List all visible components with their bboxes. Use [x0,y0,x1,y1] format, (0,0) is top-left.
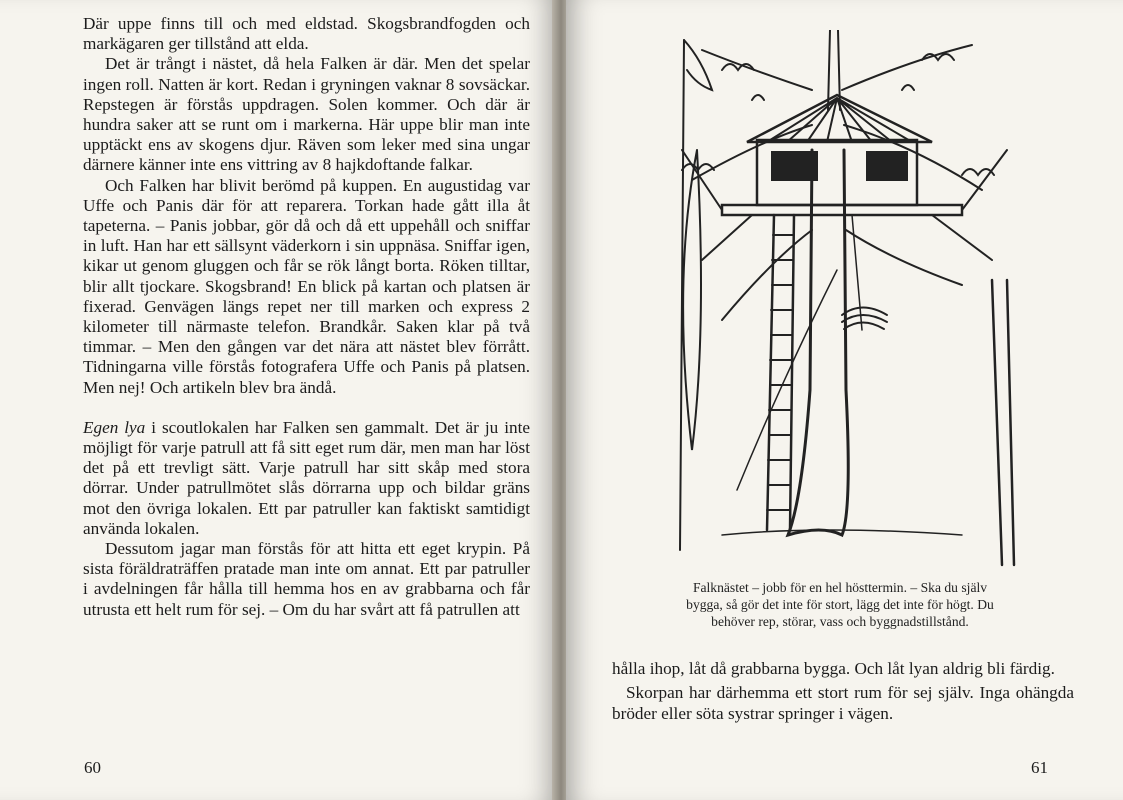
right-page [566,0,1123,800]
italic-lead: Egen lya [83,417,146,437]
paragraph-3: Och Falken har blivit berömd på kuppen. En augustidag var Uffe och Panis där för att reparera. Torkan hade gått illa åt tapeterna. – Panis jobbar, gör då och då ett uppehåll och sniffar in luft. Han har ett sällsynt väderkorn i sin uppnäsa. Sniffar igen, kikar ut genom gluggen och får se rök långt borta. Röken tilltar, blir allt tjockare. Skogsbrand! En blick på kartan och platsen är fixerad. Genvägen längs repet ner till marken och express 2 kilometer till närmaste telefon. Brandkår. Saken klar på två timmar. – Men den gången var det nära att nästet blev förrått. Tidningarna ville förstås fotografera Uffe och Panis på platsen. Men nej! Och artikeln blev bra ändå. [83,175,530,397]
right-text-column [612,658,1074,724]
right-paragraph-1 [612,658,1074,679]
paragraph-1: Där uppe finns till och med eldstad. Skogsbrandfogden och markägaren ger tillstånd att elda. [83,14,530,54]
left-page [0,0,556,800]
caption-line-3: behöver rep, störar, vass och byggnadstillstånd. [711,614,969,629]
right-line-2: bli färdig. [987,659,1055,678]
page-number-right: 61 [1031,758,1048,777]
treehouse-illustration [662,30,1022,570]
paragraph-4 [83,418,530,539]
paragraph-4-text: i scoutlokalen har Falken sen gammalt. Det är ju inte möjligt för varje patrull att få sitt eget rum där, men man har löst det på ett trevligt sätt. Varje patrull har sitt skåp med stora dörrar. Under patrullmötet slås dörrarna upp och bildar gräns mot den övriga lokalen. Ett par patruller kan faktiskt samtidigt använda lokalen. [83,417,530,538]
illustration-caption [606,579,1074,630]
left-text-column [83,14,530,620]
right-line-1: hålla ihop, låt då grabbarna bygga. Och låt lyan aldrig [612,659,983,678]
paragraph-2: Det är trångt i nästet, då hela Falken är där. Men det spelar ingen roll. Natten är kort. Redan i gryningen vaknar 8 sovsäckar. Repstegen är förstås uppdragen. Solen kommer. Och där är hundra saker att se runt om i markerna. Här uppe blir man inte upptäckt ens av skogens djur. Räven som leker med sina ungar därnere känner inte ens vittring av 8 hajkdoftande falkar. [83,54,530,175]
paragraph-5: Dessutom jagar man förstås för att hitta ett eget krypin. På sista föräldraträffen pratade man inte om annat. Ett par patruller i avdelningen får hålla till hemma hos en av grabbarna och får utrusta ett helt rum för sej. – Om du har svårt att få patrullen att [83,539,530,619]
caption-line-1: Falknästet – jobb för en hel hösttermin. – Ska du själv [692,580,988,595]
caption-line-2: bygga, så gör det inte för stort, lägg det inte för högt. Du [686,597,994,612]
page-number-left: 60 [84,758,101,777]
right-paragraph-2: Skorpan har därhemma ett stort rum för sej själv. Inga ohängda bröder eller söta systrar springer i vägen. [612,683,1074,723]
